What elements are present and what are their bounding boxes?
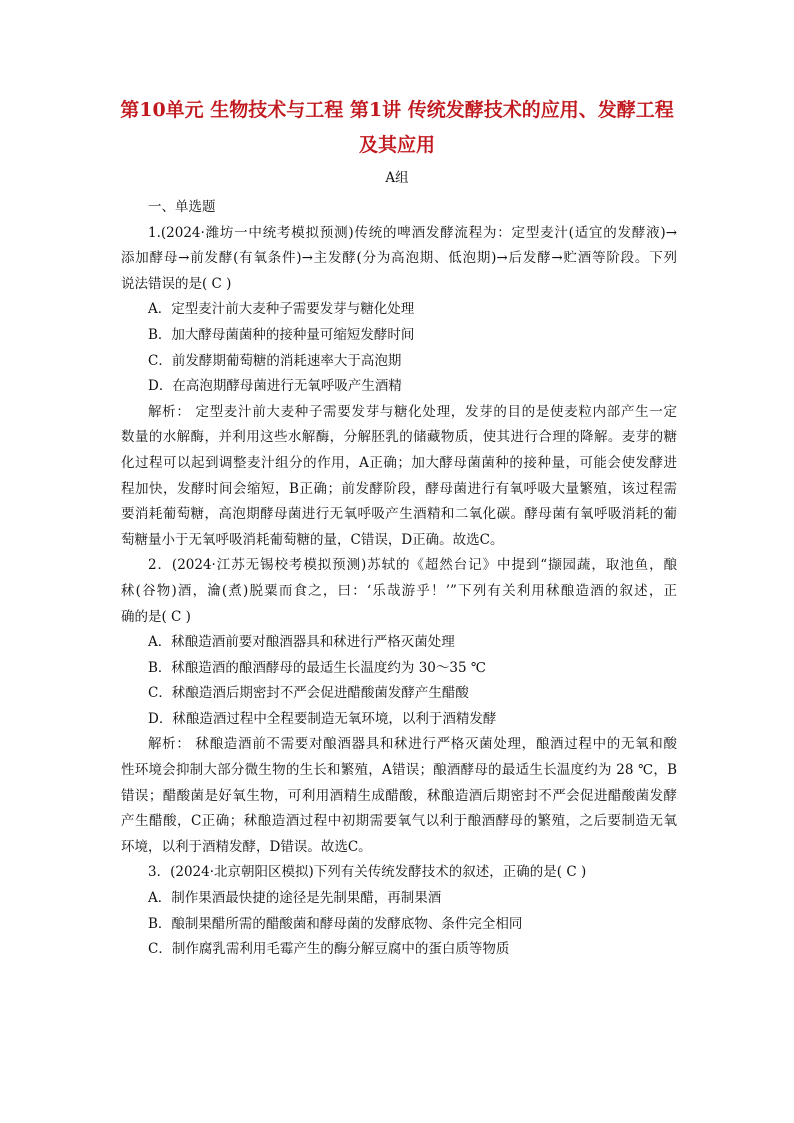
q1-stem-line: 说法错误的是( C )	[121, 275, 232, 292]
q1-analysis-line: 解析： 定型麦汁前大麦种子需要发芽与糖化处理，发芽的目的是使麦粒内部产生一定	[148, 403, 677, 420]
q1-option-c: C．前发酵期葡萄糖的消耗速率大于高泡期	[148, 352, 402, 369]
q1-stem-line: 1.(2024·潍坊一中统考模拟预测)传统的啤酒发酵流程为：定型麦汁(适宜的发酵液)→	[148, 224, 677, 241]
group-label: A组	[385, 170, 409, 186]
q1-stem-line: 添加酵母→前发酵(有氧条件)→主发酵(分为高泡期、低泡期)→后发酵→贮酒等阶段。下列	[121, 250, 677, 267]
q2-stem-line: 秫(谷物)酒，瀹(煮)脱粟而食之，曰：‘乐哉游乎！’”下列有关利用秫酿造酒的叙述，正	[121, 582, 677, 599]
q2-option-d: D．秫酿造酒过程中全程要制造无氧环境，以利于酒精发酵	[148, 710, 497, 727]
q2-analysis-line: 解析： 秫酿造酒前不需要对酿酒器具和秫进行严格灭菌处理，酿酒过程中的无氧和酸	[148, 736, 677, 753]
q1-analysis-line: 数量的水解酶，并利用这些水解酶，分解胚乳的储藏物质，使其进行合理的降解。麦芽的糖	[121, 429, 677, 446]
q1-analysis-line: 化过程可以起到调整麦汁组分的作用，A正确；加大酵母菌菌种的接种量，可能会使发酵进	[121, 454, 677, 471]
q3-option-a: A．制作果酒最快捷的途径是先制果醋，再制果酒	[148, 890, 442, 907]
q1-option-b: B．加大酵母菌菌种的接种量可缩短发酵时间	[148, 326, 415, 343]
q1-analysis-line: 萄糖量小于无氧呼吸消耗葡萄糖的量，C错误，D正确。故选C。	[121, 531, 504, 548]
q1-option-a: A．定型麦汁前大麦种子需要发芽与糖化处理	[148, 301, 415, 318]
q3-option-c: C．制作腐乳需利用毛霉产生的酶分解豆腐中的蛋白质等物质	[148, 941, 510, 958]
section-label: 一、单选题	[148, 199, 216, 215]
q2-analysis-line: 错误；醋酸菌是好氧生物，可利用酒精生成醋酸，秫酿造酒后期密封不严会促进醋酸菌发酵	[121, 787, 677, 804]
q2-option-b: B．秫酿造酒的酿酒酵母的最适生长温度约为 30～35 ℃	[148, 659, 486, 676]
q2-stem-line: 2．(2024·江苏无锡校考模拟预测)苏轼的《超然台记》中提到“撷园蔬，取池鱼，酿	[148, 557, 677, 574]
q1-option-d: D．在高泡期酵母菌进行无氧呼吸产生酒精	[148, 378, 402, 395]
q1-analysis-line: 程加快，发酵时间会缩短，B正确；前发酵阶段，酵母菌进行有氧呼吸大量繁殖，该过程需	[121, 480, 677, 497]
q2-analysis-line: 性环境会抑制大部分微生物的生长和繁殖，A错误；酿酒酵母的最适生长温度约为 28 ℃，B	[121, 762, 677, 779]
document-body	[121, 195, 677, 963]
q2-stem-line: 确的是( C )	[121, 608, 191, 625]
q3-option-b: B．酿制果醋所需的醋酸菌和酵母菌的发酵底物、条件完全相同	[148, 915, 523, 932]
q2-analysis-line: 产生醋酸，C正确；秫酿造酒过程中初期需要氧气以利于酿酒酵母的繁殖，之后要制造无氧	[121, 813, 677, 830]
q1-analysis-line: 要消耗葡萄糖，高泡期酵母菌进行无氧呼吸产生酒精和二氧化碳。酵母菌有氧呼吸消耗的葡	[121, 506, 677, 523]
q3-stem-line: 3．(2024·北京朝阳区模拟)下列有关传统发酵技术的叙述，正确的是( C )	[148, 864, 587, 881]
document-title-line-2: 及其应用	[358, 134, 435, 156]
q2-option-c: C．秫酿造酒后期密封不严会促进醋酸菌发酵产生醋酸	[148, 685, 469, 702]
q2-option-a: A．秫酿造酒前要对酿酒器具和秫进行严格灭菌处理	[148, 634, 455, 651]
document-title-line-1: 第10单元 生物技术与工程 第1讲 传统发酵技术的应用、发酵工程	[120, 99, 674, 121]
q2-analysis-line: 环境，以利于酒精发酵，D错误。故选C。	[121, 838, 372, 855]
